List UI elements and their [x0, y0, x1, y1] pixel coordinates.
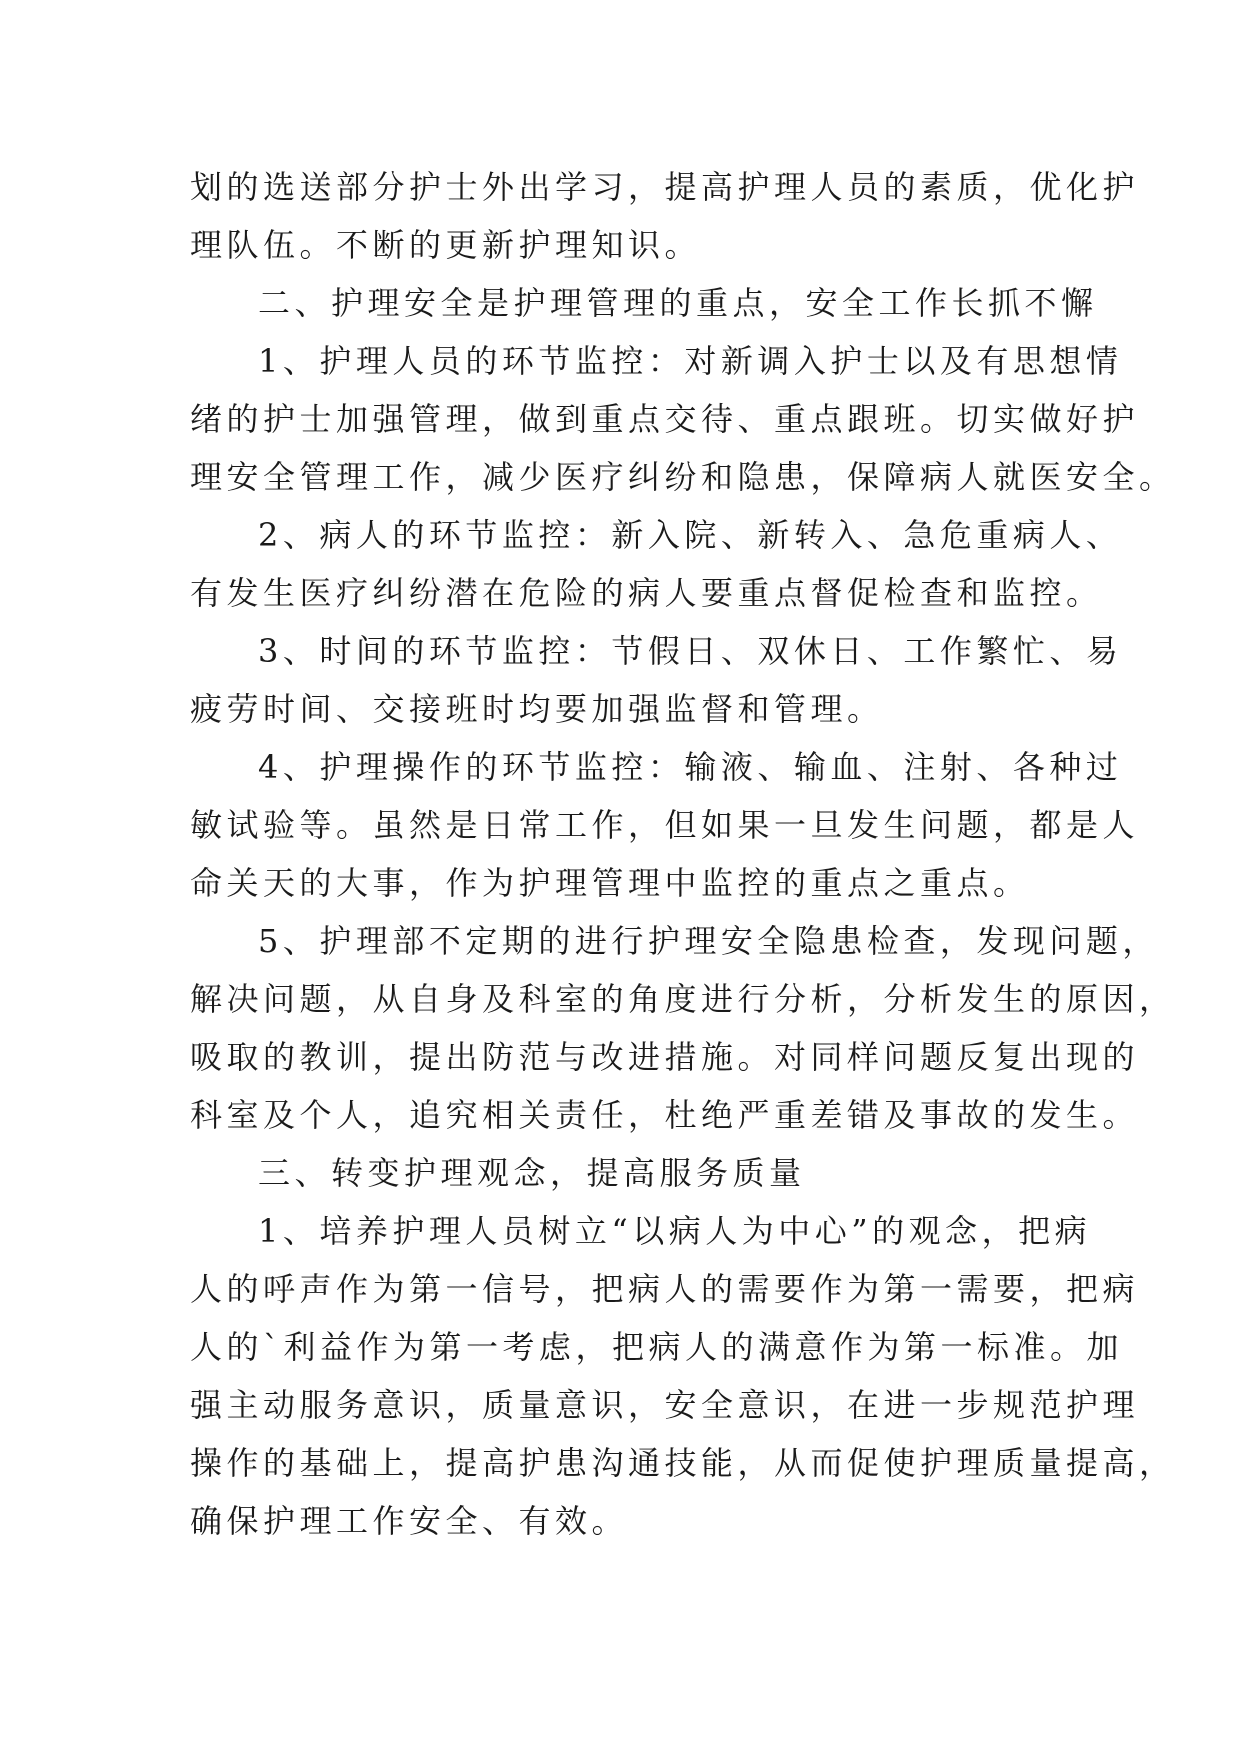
text-line: 5、护理部不定期的进行护理安全隐患检查，发现问题，	[258, 922, 1159, 960]
text-line: 4、护理操作的环节监控：输液、输血、注射、各种过	[258, 748, 1123, 786]
text-line: 1、护理人员的环节监控：对新调入护士以及有思想情	[258, 342, 1123, 380]
text-line: 绪的护士加强管理，做到重点交待、重点跟班。切实做好护	[190, 400, 1140, 438]
section-heading: 三、转变护理观念，提高服务质量	[258, 1154, 806, 1192]
text-line: 有发生医疗纠纷潜在危险的病人要重点督促检查和监控。	[190, 574, 1103, 612]
text-line: 3、时间的环节监控：节假日、双休日、工作繁忙、易	[258, 632, 1123, 670]
text-line: 确保护理工作安全、有效。	[190, 1502, 629, 1540]
section-heading: 二、护理安全是护理管理的重点，安全工作长抓不懈	[258, 284, 1098, 322]
text-line: 划的选送部分护士外出学习，提高护理人员的素质，优化护	[190, 168, 1140, 206]
text-line: 敏试验等。虽然是日常工作，但如果一旦发生问题，都是人	[190, 806, 1140, 844]
text-line: 理队伍。不断的更新护理知识。	[190, 226, 702, 264]
text-line: 科室及个人，追究相关责任，杜绝严重差错及事故的发生。	[190, 1096, 1140, 1134]
text-line: 解决问题，从自身及科室的角度进行分析，分析发生的原因，	[190, 980, 1176, 1018]
text-line: 强主动服务意识，质量意识，安全意识，在进一步规范护理	[190, 1386, 1140, 1424]
text-line: 1、培养护理人员树立“以病人为中心”的观念，把病	[258, 1212, 1092, 1250]
text-line: 理安全管理工作，减少医疗纠纷和隐患，保障病人就医安全。	[190, 458, 1176, 496]
text-line: 疲劳时间、交接班时均要加强监督和管理。	[190, 690, 884, 728]
text-line: 人的`利益作为第一考虑，把病人的满意作为第一标准。加	[190, 1328, 1124, 1366]
text-line: 人的呼声作为第一信号，把病人的需要作为第一需要，把病	[190, 1270, 1140, 1308]
text-line: 操作的基础上，提高护患沟通技能，从而促使护理质量提高，	[190, 1444, 1176, 1482]
text-line: 命关天的大事，作为护理管理中监控的重点之重点。	[190, 864, 1030, 902]
text-line: 2、病人的环节监控：新入院、新转入、急危重病人、	[258, 516, 1123, 554]
text-line: 吸取的教训，提出防范与改进措施。对同样问题反复出现的	[190, 1038, 1140, 1076]
document-body	[190, 158, 1176, 1550]
